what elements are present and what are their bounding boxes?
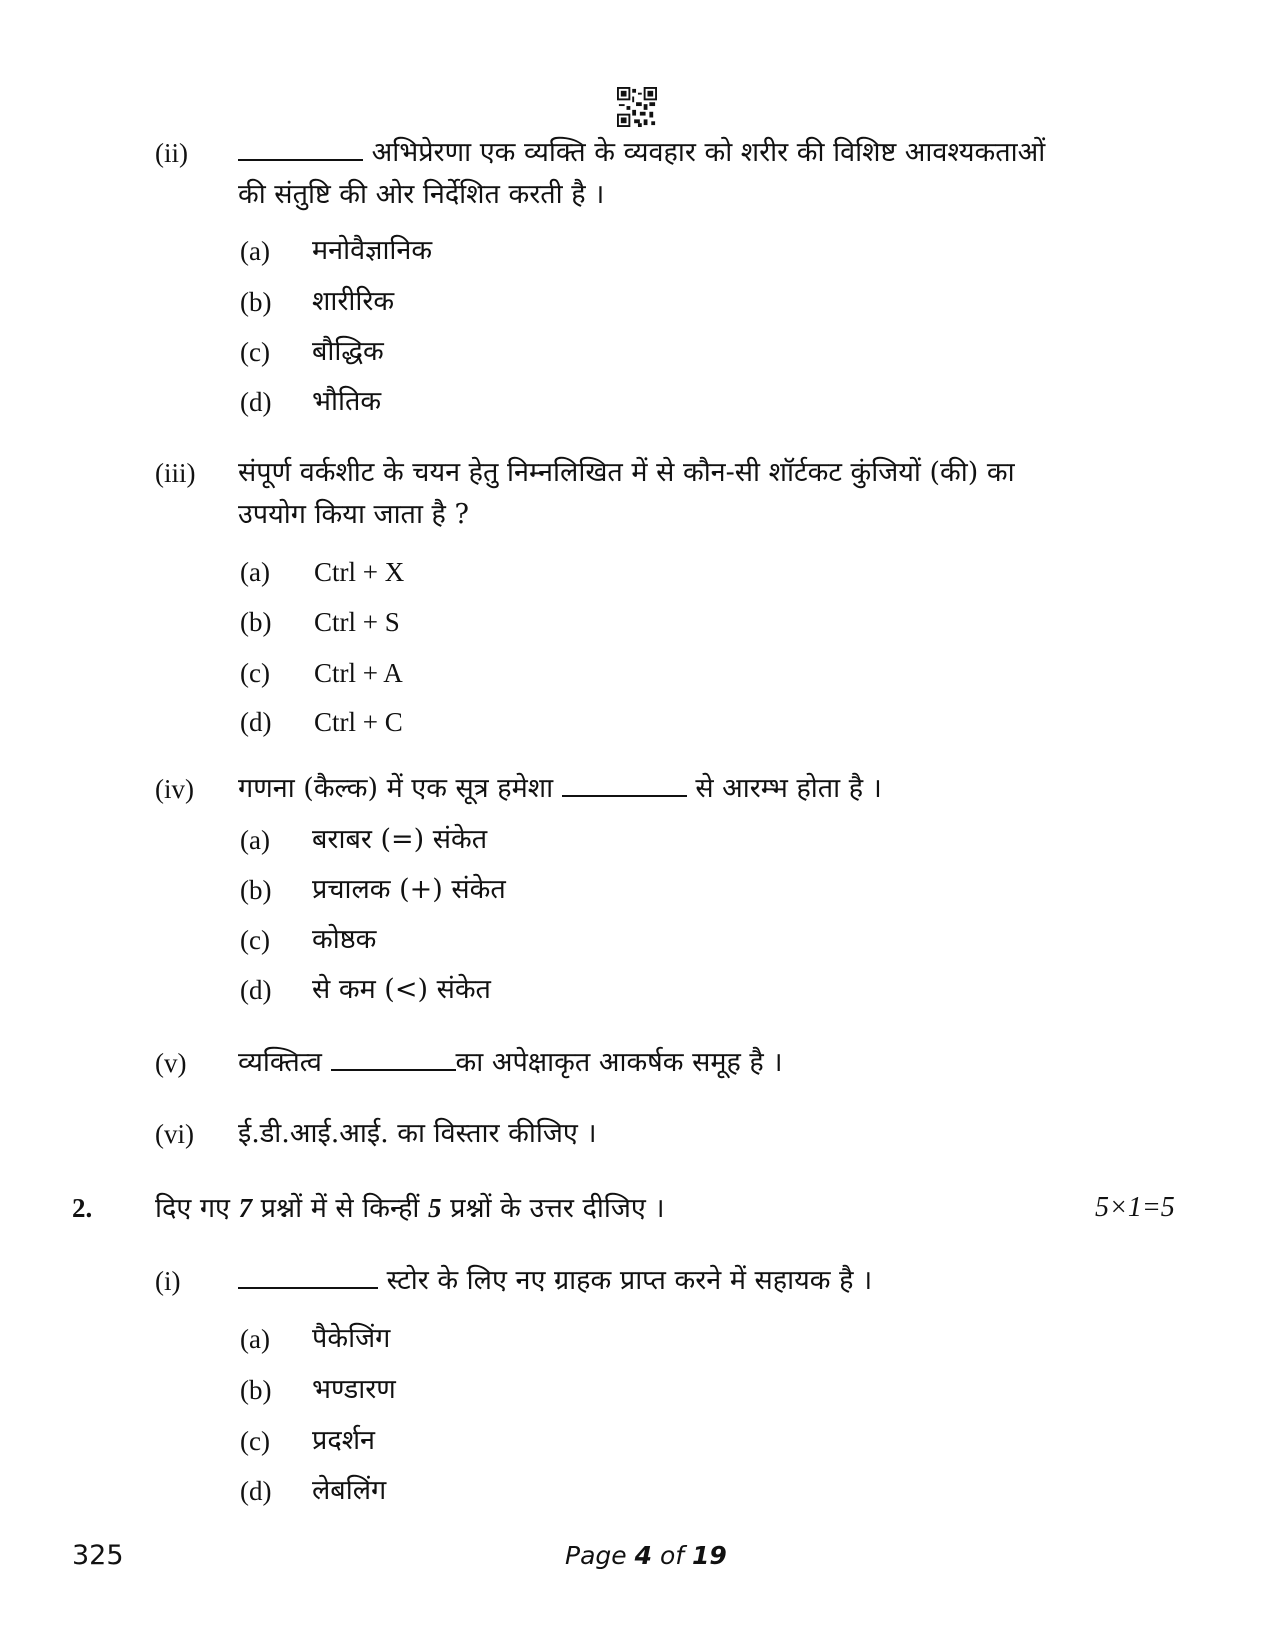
question-text: ई.डी.आई.आई. का विस्तार कीजिए । <box>238 1118 597 1149</box>
question-text-after: स्टोर के लिए नए ग्राहक प्राप्त करने में सहायक है । <box>386 1265 873 1296</box>
answer-blank <box>562 773 687 797</box>
option-text: भौतिक <box>312 386 382 417</box>
option-label: (c) <box>240 925 270 955</box>
question-text-before: व्यक्तित्व <box>238 1047 322 1078</box>
page-of: of <box>659 1541 685 1570</box>
option-text: से कम (<) संकेत <box>312 974 491 1005</box>
option-text: बराबर (=) संकेत <box>312 824 488 855</box>
option-label: (b) <box>240 1375 272 1405</box>
option-text: बौद्धिक <box>312 336 384 367</box>
option-label: (a) <box>240 1324 270 1354</box>
answer-blank <box>331 1047 456 1071</box>
question-text <box>238 1264 872 1298</box>
instruction-part: प्रश्नों के उत्तर दीजिए । <box>450 1193 665 1224</box>
option-label: (a) <box>240 825 270 855</box>
instruction-part: प्रश्नों में से किन्हीं <box>260 1193 420 1224</box>
instruction-number: 7 <box>238 1193 253 1223</box>
question-text-line2: उपयोग किया जाता है ? <box>238 499 469 530</box>
marks-allocation: 5×1=5 <box>1095 1192 1175 1223</box>
option-label: (d) <box>240 707 272 737</box>
option-text: कोष्ठक <box>312 924 377 955</box>
option-label: (d) <box>240 1476 272 1506</box>
question-number: (vi) <box>155 1119 194 1149</box>
question-number: (i) <box>155 1266 181 1296</box>
question-number: (v) <box>155 1048 187 1078</box>
paper-code: 325 <box>72 1540 124 1571</box>
page-total: 19 <box>692 1541 727 1570</box>
question-text <box>238 772 882 806</box>
question-text-line1: अभिप्रेरणा एक व्यक्ति के व्यवहार को शरीर की विशिष्ट आवश्यकताओं <box>371 137 1046 168</box>
option-text: Ctrl + A <box>314 658 403 688</box>
option-label: (d) <box>240 387 272 417</box>
option-text: Ctrl + C <box>314 707 403 737</box>
option-text: भण्डारण <box>312 1374 396 1405</box>
option-text: Ctrl + X <box>314 557 405 587</box>
option-label: (c) <box>240 658 270 688</box>
question-text-line2: की संतुष्टि की ओर निर्देशित करती है । <box>238 179 605 210</box>
option-text: प्रचालक (+) संकेत <box>312 874 506 905</box>
option-label: (b) <box>240 875 272 905</box>
question-number: (iv) <box>155 774 194 804</box>
answer-blank <box>238 1265 378 1289</box>
question-number: (iii) <box>155 458 196 488</box>
instruction-part: दिए गए <box>155 1193 230 1224</box>
option-text: Ctrl + S <box>314 607 400 637</box>
question-text-before: गणना (कैल्क) में एक सूत्र हमेशा <box>238 773 554 804</box>
question-text-line1: संपूर्ण वर्कशीट के चयन हेतु निम्नलिखित में से कौन-सी शॉर्टकट कुंजियों (की) का <box>238 457 1015 488</box>
page-prefix: Page <box>565 1541 627 1570</box>
option-label: (b) <box>240 607 272 637</box>
option-text: मनोवैज्ञानिक <box>312 235 433 266</box>
option-text: पैकेजिंग <box>312 1323 391 1354</box>
option-label: (a) <box>240 236 270 266</box>
question-text-after: का अपेक्षाकृत आकर्षक समूह है । <box>455 1047 783 1078</box>
question-text <box>238 1046 783 1080</box>
answer-blank <box>238 137 363 161</box>
option-label: (b) <box>240 287 272 317</box>
question-number: (ii) <box>155 138 188 168</box>
qr-code-icon <box>617 87 657 127</box>
question-number: 2. <box>72 1193 93 1223</box>
question-text <box>238 136 1045 170</box>
option-label: (c) <box>240 337 270 367</box>
option-text: शारीरिक <box>312 286 395 317</box>
page-current: 4 <box>634 1541 653 1570</box>
instruction-number: 5 <box>428 1193 442 1223</box>
option-text: लेबलिंग <box>312 1475 387 1506</box>
option-label: (a) <box>240 557 270 587</box>
option-label: (c) <box>240 1426 270 1456</box>
page-indicator <box>565 1541 727 1570</box>
question-text-after: से आरम्भ होता है । <box>695 773 882 804</box>
option-label: (d) <box>240 975 272 1005</box>
option-text: प्रदर्शन <box>312 1425 376 1456</box>
question-instruction <box>155 1191 665 1226</box>
